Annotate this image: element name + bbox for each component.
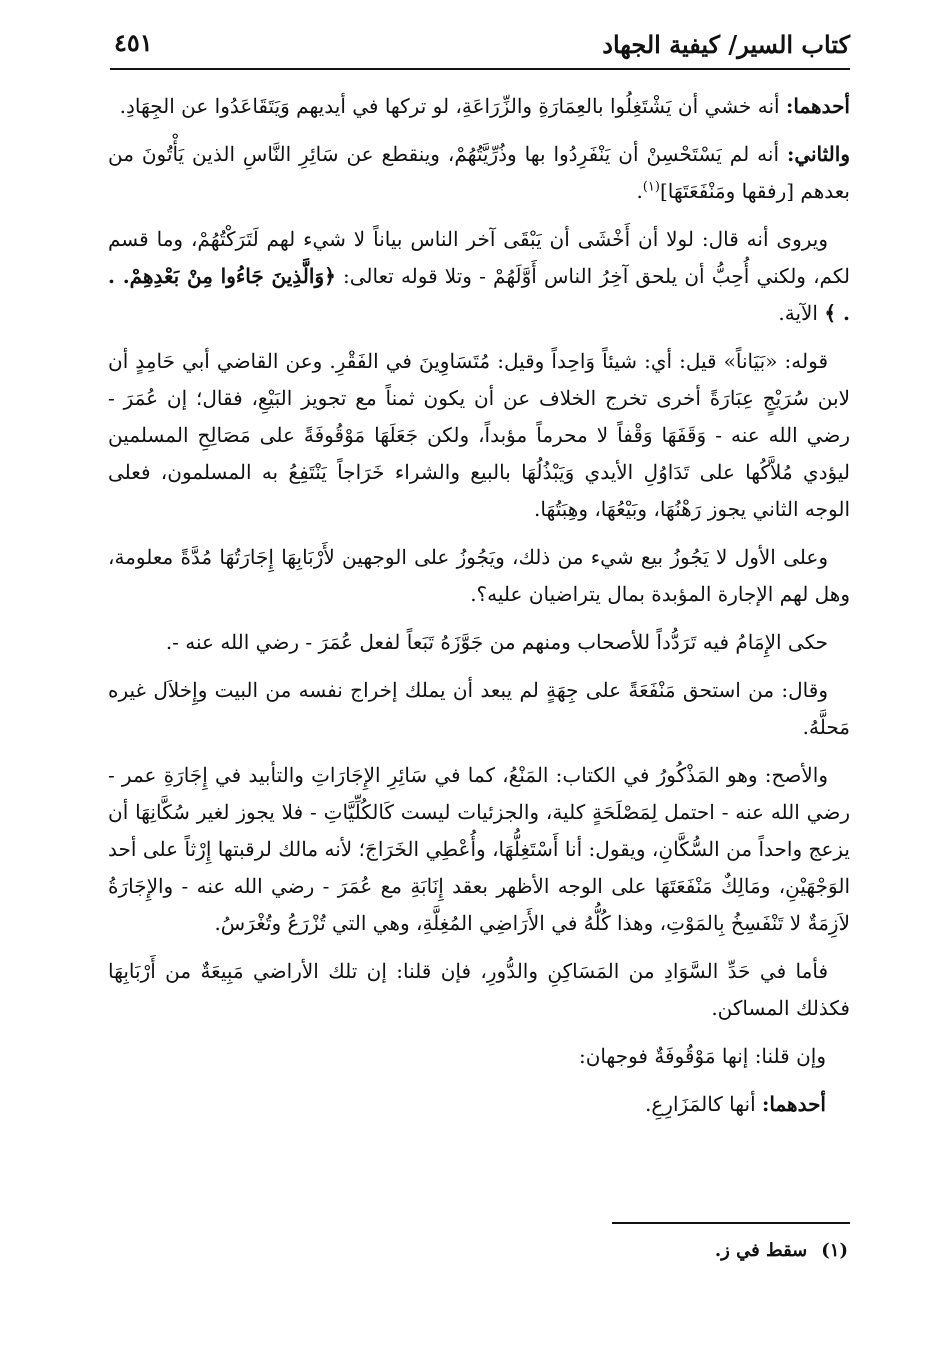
paragraph-text: وقال: من استحق مَنْفَعَةً على جِهَةٍ لم يبعد أن يملك إخراج نفسه من البيت وإِخلاَل غيره مَحلَّهُ. <box>108 678 850 739</box>
running-header <box>110 22 850 70</box>
paragraph-lead: أحدهما: <box>761 1092 826 1116</box>
paragraph-most-correct <box>108 757 850 942</box>
page-number: ٤٥١ <box>114 28 153 57</box>
paragraph-first-view-farms <box>108 1086 850 1123</box>
paragraph-imam <box>108 624 850 661</box>
paragraph-text: ويروى أنه قال: لولا أن أَخْشَى أن يَبْقَى آخر الناس بياناً لا شيء لهم لَتَرَكْتُهُمْ، وما قسم لكم، ولكني أُحِبُّ أن يلحق آخِرُ الناس أَوَّلَهُمْ - وتلا قوله تعالى: <box>108 227 850 288</box>
paragraph-text: قوله: «بَيَاناً» قيل: أي: شيئاً وَاحِداً وقيل: مُتَسَاوِينَ في الفَقْرِ. وعن القاضي أبي حَامِدٍ أن لابن سُرَيْجٍ عِبَارَةً أخرى تخرج الخلاف عن أن يكون ثمناً مع تجويز البَيْعِ، فقال؛ إن عُمَرَ - رضي الله عنه - وَقَفَهَا وَقْفاً لا محرماً مؤبداً، ولكن جَعَلَهَا مَوْقُوفَةً على مَصَالِحِ المسلمين ليؤدي مُلاَّكُها على تَدَاوُلِ الأيدي وَيَبْذُلُهَا بالبيع والشراء خَرَاجاً يَنْتَفِعُ به المسلمون، فعلى الوجه الثاني يجوز رَهْنُهَا، وبَيْعُهَا، وهِبَتُهَا. <box>108 349 850 521</box>
main-text <box>108 88 850 1134</box>
paragraph-lead: أحدهما: <box>785 94 850 118</box>
paragraph-dwellings <box>108 953 850 1027</box>
paragraph-text: أنها كالمَزَارِعِ. <box>645 1092 762 1116</box>
footnote <box>108 1236 848 1266</box>
paragraph-commentary <box>108 343 850 528</box>
footnote-text: سقط في ز. <box>714 1240 808 1261</box>
paragraph-text: فأما في حَدِّ السَّوَادِ من المَسَاكِنِ والدُّورِ، فإن قلنا: إن تلك الأراضي مَبِيعَةٌ من أَرْبَابِهَا فكذلك المساكن. <box>108 959 850 1020</box>
paragraph-text: والأصح: وهو المَذْكُورُ في الكتاب: المَنْعُ، كما في سَائِرِ الإِجَارَاتِ والتأبيد في إِجَارَةِ عمر - رضي الله عنه - احتمل لِمَصْلَحَةٍ كلية، والجزئيات ليست كَالكُلِّيَّاتِ - فلا يجوز لغير سُكَّانِهَا أن يزعج واحداً من السُّكَّانِ، ويقول: أنا أَسْتَغِلُّهَا، وأُعْطِي الخَرَاجَ؛ لأنه مالك لرقبتها إِرْثاً على أحد الوَجْهَيْنِ، ومَالِكٌ مَنْفَعَتَهَا على الوجه الأظهر بعقد إِنَابَةِ مع عُمَرَ - رضي الله عنه - والإِجَارَةُ لاَزِمَةٌ لا تَنْفَسِخُ بِالمَوْتِ، وهذا كُلُّهُ في الأَرَاضِي المُغِلَّةِ، وهي التي تُزْرَعُ وتُغْرَسُ. <box>108 763 850 935</box>
footnote-marker: (١) <box>821 1240 848 1261</box>
paragraph-tail: . <box>636 179 643 203</box>
paragraph-text: أنه خشي أن يَشْتَغِلُوا بالعِمَارَةِ والزِّرَاعَةِ، لو تركها في أيديهم وَيَتَقَاعَدُوا عن الجِهَادِ. <box>119 94 786 118</box>
paragraph-narration <box>108 221 850 332</box>
paragraph-first-reason <box>108 88 850 125</box>
paragraph-tail: الآية. <box>778 301 825 325</box>
footnote-reference: (١) <box>642 179 660 195</box>
paragraph-text: حكى الإِمَامُ فيه تَرَدُّداً للأصحاب ومنهم من جَوَّزَهُ تَبَعاً لفعل عُمَرَ - رضي الله عنه -. <box>165 630 828 654</box>
paragraph-said <box>108 672 850 746</box>
footnote-divider <box>612 1222 850 1224</box>
paragraph-text: وإن قلنا: إنها مَوْقُوفَةٌ فوجهان: <box>578 1044 826 1068</box>
paragraph-first-view <box>108 539 850 613</box>
paragraph-two-views <box>108 1038 850 1075</box>
quran-verse: ﴿وَالَّذِينَ جَاءُوا مِنْ بَعْدِهِمْ. . . ﴾ <box>108 264 850 325</box>
running-title: كتاب السير/ كيفية الجهاد <box>602 30 850 59</box>
paragraph-second-reason <box>108 136 850 210</box>
paragraph-text: وعلى الأول لا يَجُوزُ بيع شيء من ذلك، ويَجُوزُ على الوجهين لأَرْبَابِهَا إِجَارَتُهَا مُدَّةً معلومة، وهل لهم الإجارة المؤبدة بمال يتراضيان عليه؟. <box>108 545 850 606</box>
paragraph-lead: والثاني: <box>786 142 850 166</box>
paragraph-text: أنه لم يَسْتَحْسِنْ أن يَنْفَرِدُوا بها وذُرِّيَّتُهُمْ، وينقطع عن سَائِرِ النَّاسِ الذين يَأْتُونَ من بعدهم [رفقها ومَنْفَعَتَهَا] <box>108 142 850 203</box>
